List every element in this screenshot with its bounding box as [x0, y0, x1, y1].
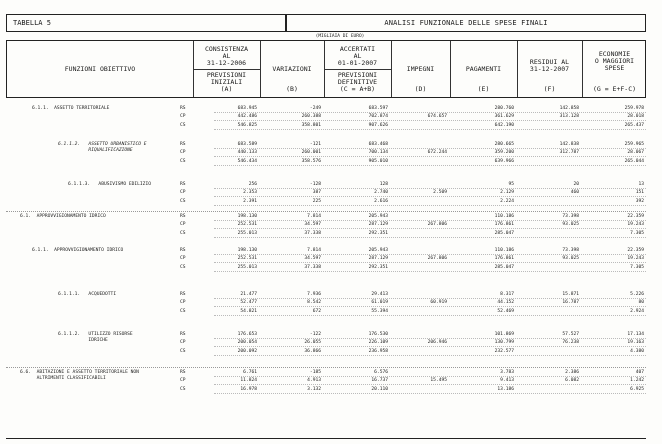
- row-code: CP: [180, 222, 186, 228]
- cell-e: 285.047: [494, 264, 514, 270]
- cell-d: 206.946: [427, 340, 447, 346]
- cell-g: 151: [635, 190, 644, 196]
- cell-g: 19.243: [627, 256, 644, 262]
- cell-a: 200.092: [237, 348, 257, 354]
- cell-e: 361.629: [494, 114, 514, 120]
- row-dots: [214, 271, 646, 272]
- function-label: 6.1.1.1. ACQUEDOTTI: [58, 292, 117, 297]
- cell-f: 57.527: [562, 332, 579, 337]
- col-consistenza: CONSISTENZA AL 31-12-2006: [204, 45, 249, 67]
- cell-f: 93.025: [562, 222, 579, 228]
- cell-b: 26.055: [304, 340, 321, 346]
- cell-f: 142.858: [559, 106, 579, 111]
- row-dots: [214, 254, 646, 255]
- cell-b: 260.001: [301, 150, 321, 156]
- row-code: RS: [180, 214, 186, 219]
- row-dots: [214, 338, 646, 339]
- header-rule: [193, 69, 260, 70]
- cell-g: 6.925: [630, 386, 644, 392]
- row-dots: [214, 148, 646, 149]
- col-economie: ECONOMIE O MAGGIORI SPESE: [594, 50, 635, 72]
- cell-g: 259.978: [624, 106, 644, 111]
- cell-g: 2.924: [630, 308, 644, 314]
- section-rule: [6, 367, 646, 368]
- cell-c: 176.530: [368, 332, 388, 337]
- cell-c: 205.943: [368, 248, 388, 253]
- row-dots: [214, 298, 646, 299]
- cell-f: 313.128: [559, 114, 579, 120]
- cell-a: 176.653: [237, 332, 257, 337]
- cell-e: 44.152: [497, 300, 514, 306]
- cell-c: 2.616: [374, 198, 388, 204]
- row-code: CP: [180, 300, 186, 306]
- col-funzioni: FUNZIONI OBIETTIVO: [64, 65, 136, 73]
- row-code: CS: [180, 158, 186, 164]
- cell-d: 672.244: [427, 150, 447, 156]
- cell-c: 29.413: [371, 292, 388, 297]
- cell-b: 34.597: [304, 256, 321, 262]
- row-dots: [214, 156, 646, 157]
- cell-c: 128: [379, 182, 388, 187]
- cell-c: 702.874: [368, 114, 388, 120]
- cell-b: -122: [309, 332, 321, 337]
- cell-c: 6.576: [374, 370, 388, 375]
- cell-b: 672: [312, 308, 321, 314]
- col-accertati: ACCERTATI AL 01-01-2007: [337, 45, 378, 67]
- section-rule: [6, 211, 646, 212]
- cell-e: 110.186: [494, 248, 514, 253]
- cell-g: 80: [638, 300, 644, 306]
- cell-a: 54.821: [240, 308, 257, 314]
- cell-e: 8.317: [500, 292, 514, 297]
- row-code: RS: [180, 370, 186, 375]
- cell-b: 37.338: [304, 264, 321, 270]
- cell-d: 267.806: [427, 256, 447, 262]
- cell-e: 639.966: [494, 158, 514, 164]
- cell-b: 34.597: [304, 222, 321, 228]
- cell-b: 358.801: [301, 122, 321, 128]
- cell-g: 392: [635, 198, 644, 204]
- cell-b: 8.542: [307, 300, 321, 306]
- cell-e: 285.047: [494, 230, 514, 236]
- cell-e: 9.413: [500, 378, 514, 384]
- cell-c: 905.010: [368, 158, 388, 164]
- row-code: CP: [180, 340, 186, 346]
- cell-a: 2.391: [243, 198, 257, 204]
- cell-c: 700.134: [368, 150, 388, 156]
- cell-b: 7.936: [307, 292, 321, 297]
- row-dots: [214, 346, 646, 347]
- cell-a: 198.130: [237, 214, 257, 219]
- cell-c: 226.109: [368, 340, 388, 346]
- row-dots: [214, 376, 646, 377]
- cell-b: 358.576: [301, 158, 321, 164]
- cell-f: 93.025: [562, 256, 579, 262]
- cell-g: 22.359: [627, 214, 644, 219]
- cell-g: 22.359: [627, 248, 644, 253]
- cell-e: 642.190: [494, 122, 514, 128]
- cell-b: 260.388: [301, 114, 321, 120]
- cell-f: 20: [573, 182, 579, 187]
- cell-c: 287.129: [368, 222, 388, 228]
- cell-g: 7.305: [630, 230, 644, 236]
- row-dots: [214, 165, 646, 166]
- col-variazioni: VARIAZIONI: [272, 65, 312, 73]
- row-dots: [214, 228, 646, 229]
- header-rule: [324, 69, 391, 70]
- cell-a: 683.945: [237, 106, 257, 111]
- col-previsioni-iniziali: PREVISIONI INIZIALI (A): [206, 71, 247, 93]
- row-code: CS: [180, 386, 186, 392]
- cell-e: 110.186: [494, 214, 514, 219]
- row-dots: [214, 196, 646, 197]
- row-dots: [214, 220, 646, 221]
- cell-c: 292.351: [368, 264, 388, 270]
- cell-a: 200.054: [237, 340, 257, 346]
- cell-f: 142.838: [559, 142, 579, 147]
- row-code: RS: [180, 248, 186, 253]
- cell-g: 7.305: [630, 264, 644, 270]
- cell-e: 101.869: [494, 332, 514, 337]
- function-label: 6.1. APPROVVIGIONAMENTO IDRICO: [20, 214, 106, 219]
- row-dots: [214, 205, 646, 206]
- row-dots: [214, 129, 646, 130]
- function-label: 6.6. ABITAZIONI E ASSETTO TERRITORIALE NON ALTRIMENTI CLASSIFICABILI: [20, 370, 139, 381]
- cell-g: 1.242: [630, 378, 644, 384]
- cell-e: 95: [508, 182, 514, 187]
- row-code: CS: [180, 122, 186, 128]
- row-code: CS: [180, 308, 186, 314]
- cell-e: 2.224: [500, 198, 514, 204]
- row-dots: [214, 188, 646, 189]
- column-header: [6, 40, 646, 98]
- bottom-rule: [6, 438, 646, 439]
- cell-c: 236.958: [368, 348, 388, 354]
- col-pagamenti-code: (E): [477, 85, 490, 93]
- cell-d: 15.495: [430, 378, 447, 384]
- table-label: TABELLA 5: [6, 14, 286, 32]
- cell-e: 2.129: [500, 190, 514, 196]
- cell-b: 225: [312, 198, 321, 204]
- cell-b: 7.814: [307, 214, 321, 219]
- cell-c: 683.597: [368, 106, 388, 111]
- cell-a: 255.013: [237, 264, 257, 270]
- row-dots: [214, 120, 646, 121]
- cell-e: 52.469: [497, 308, 514, 314]
- cell-b: 3.132: [307, 386, 321, 392]
- cell-a: 6.761: [243, 370, 257, 375]
- cell-e: 280.760: [494, 106, 514, 111]
- cell-e: 3.783: [500, 370, 514, 375]
- row-dots: [214, 393, 646, 394]
- cell-f: 460: [570, 190, 579, 196]
- row-dots: [214, 384, 646, 385]
- row-dots: [214, 306, 646, 307]
- cell-d: 2.509: [433, 190, 447, 196]
- function-label: 6.1.1.3. ABUSIVISMO EDILIZIO: [68, 182, 151, 187]
- cell-a: 442.486: [237, 114, 257, 120]
- row-code: RS: [180, 142, 186, 147]
- cell-a: 252.531: [237, 256, 257, 262]
- row-dots: [214, 112, 646, 113]
- row-dots: [214, 355, 646, 356]
- function-label: 6.1.1.2. ASSETTO URBANISTICO E RIQUALIFICAZIONE: [58, 142, 147, 153]
- cell-c: 20.110: [371, 386, 388, 392]
- cell-f: 312.787: [559, 150, 579, 156]
- cell-g: 407: [635, 370, 644, 375]
- row-code: CS: [180, 230, 186, 236]
- cell-a: 2.353: [243, 190, 257, 196]
- cell-c: 16.737: [371, 378, 388, 384]
- cell-g: 265.044: [624, 158, 644, 164]
- cell-f: 2.386: [565, 370, 579, 375]
- cell-g: 19.243: [627, 222, 644, 228]
- row-dots: [214, 262, 646, 263]
- cell-b: 37.338: [304, 230, 321, 236]
- cell-c: 287.129: [368, 256, 388, 262]
- row-code: CP: [180, 190, 186, 196]
- cell-e: 176.861: [494, 222, 514, 228]
- cell-b: -128: [309, 182, 321, 187]
- cell-a: 52.477: [240, 300, 257, 306]
- cell-d: 267.806: [427, 222, 447, 228]
- row-code: RS: [180, 292, 186, 297]
- col-residui-code: (F): [543, 85, 556, 93]
- cell-b: 387: [312, 190, 321, 196]
- cell-e: 359.200: [494, 150, 514, 156]
- cell-e: 176.861: [494, 256, 514, 262]
- row-code: CS: [180, 348, 186, 354]
- function-label: 6.1.1.2. UTILIZZO RISORSE IDRICHE: [58, 332, 133, 343]
- cell-b: -121: [309, 142, 321, 147]
- row-dots: [214, 315, 646, 316]
- cell-a: 16.978: [240, 386, 257, 392]
- function-label: 6.1.1. ASSETTO TERRITORIALE: [32, 106, 110, 111]
- row-code: RS: [180, 106, 186, 111]
- cell-g: 259.965: [624, 142, 644, 147]
- row-code: CP: [180, 150, 186, 156]
- cell-f: 76.238: [562, 340, 579, 346]
- table-title: ANALISI FUNZIONALE DELLE SPESE FINALI: [286, 14, 646, 32]
- col-previsioni-definitive: PREVISIONI DEFINITIVE (C = A+B): [337, 71, 378, 93]
- cell-b: 36.866: [304, 348, 321, 354]
- cell-g: 13: [638, 182, 644, 187]
- cell-g: 4.380: [630, 348, 644, 354]
- cell-f: 73.398: [562, 248, 579, 253]
- cell-a: 252.531: [237, 222, 257, 228]
- function-label: 6.1.1. APPROVVIGIONAMENTO IDRICO: [32, 248, 124, 253]
- cell-a: 21.477: [240, 292, 257, 297]
- cell-c: 2.740: [374, 190, 388, 196]
- cell-f: 73.398: [562, 214, 579, 219]
- cell-e: 232.577: [494, 348, 514, 354]
- cell-c: 61.019: [371, 300, 388, 306]
- col-residui: RESIDUI AL 31-12-2007: [529, 58, 570, 73]
- cell-f: 15.871: [562, 292, 579, 297]
- cell-c: 55.394: [371, 308, 388, 314]
- cell-a: 440.133: [237, 150, 257, 156]
- row-code: CP: [180, 378, 186, 384]
- col-pagamenti: PAGAMENTI: [465, 65, 502, 73]
- cell-a: 255.013: [237, 230, 257, 236]
- cell-a: 256: [248, 182, 257, 187]
- cell-f: 16.787: [562, 300, 579, 306]
- row-code: RS: [180, 332, 186, 337]
- col-variazioni-code: (B): [286, 85, 298, 93]
- cell-e: 280.665: [494, 142, 514, 147]
- cell-a: 546.825: [237, 122, 257, 128]
- cell-b: -249: [309, 106, 321, 111]
- cell-g: 5.226: [630, 292, 644, 297]
- row-dots: [214, 237, 646, 238]
- cell-a: 683.589: [237, 142, 257, 147]
- cell-b: 7.814: [307, 248, 321, 253]
- row-code: CP: [180, 256, 186, 262]
- cell-g: 28.067: [627, 150, 644, 156]
- cell-g: 265.437: [624, 122, 644, 128]
- cell-g: 19.163: [627, 340, 644, 346]
- table-body: [6, 98, 646, 438]
- row-code: CS: [180, 264, 186, 270]
- row-code: CS: [180, 198, 186, 204]
- cell-f: 6.082: [565, 378, 579, 384]
- cell-g: 17.134: [627, 332, 644, 337]
- units-note: (MIGLIAIA DI EURO): [315, 34, 365, 39]
- cell-a: 11.824: [240, 378, 257, 384]
- cell-e: 130.799: [494, 340, 514, 346]
- cell-d: 674.657: [427, 114, 447, 120]
- cell-a: 546.434: [237, 158, 257, 164]
- cell-c: 292.351: [368, 230, 388, 236]
- cell-e: 13.186: [497, 386, 514, 392]
- cell-b: 4.913: [307, 378, 321, 384]
- col-impegni: IMPEGNI: [406, 65, 435, 73]
- cell-a: 198.130: [237, 248, 257, 253]
- col-economie-code: (G = E+F-C): [592, 85, 637, 93]
- cell-c: 683.468: [368, 142, 388, 147]
- col-impegni-code: (D): [414, 85, 427, 93]
- cell-b: -185: [309, 370, 321, 375]
- row-code: RS: [180, 182, 186, 187]
- cell-c: 205.943: [368, 214, 388, 219]
- cell-g: 28.018: [627, 114, 644, 120]
- row-code: CP: [180, 114, 186, 120]
- cell-d: 60.919: [430, 300, 447, 306]
- cell-c: 907.626: [368, 122, 388, 128]
